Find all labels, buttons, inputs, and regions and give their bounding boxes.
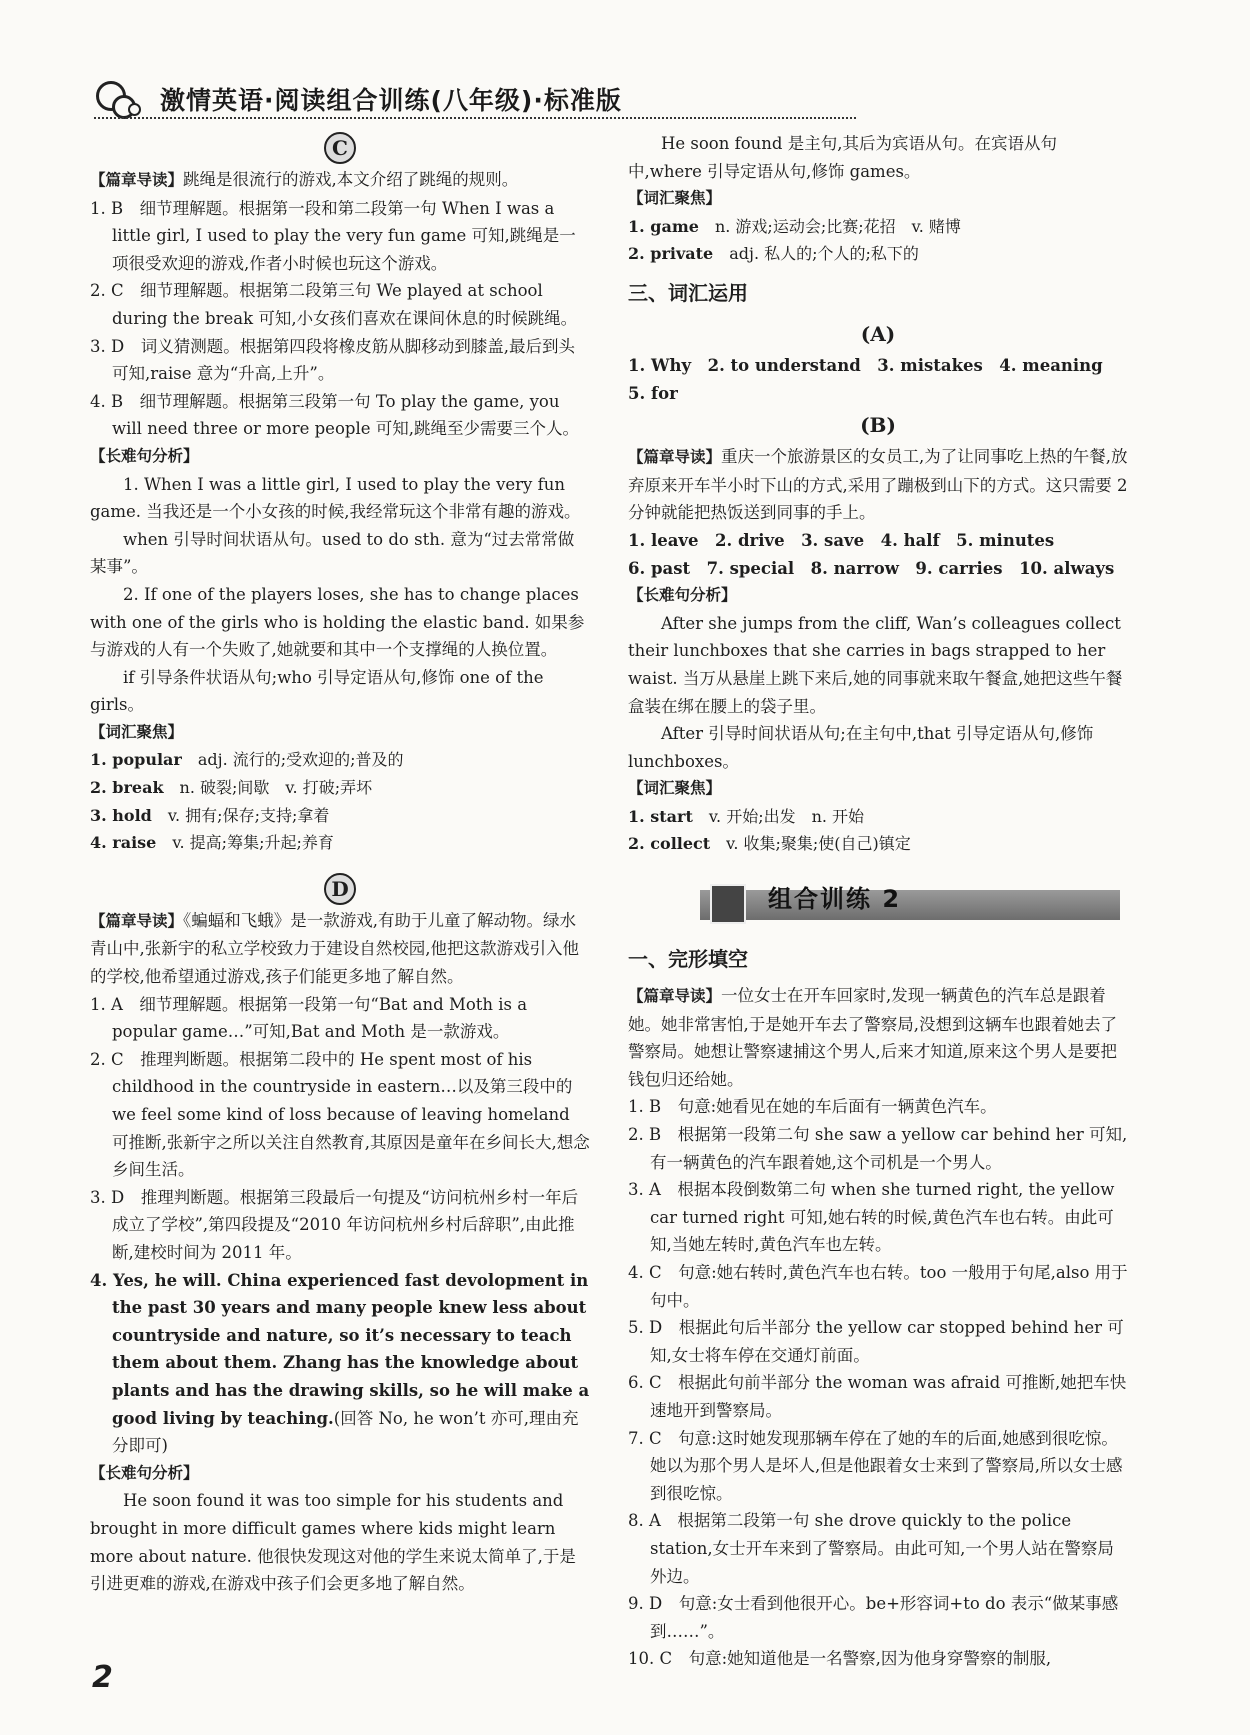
cloze-intro: 【篇章导读】一位女士在开车回家时,发现一辆黄色的汽车总是跟着她。她非常害怕,于是她开车去了警察局,没想到这辆车也跟着她去了警察局。她想让警察逮捕这个男人,后来才知道,原来这个男人是要把钱包归还给她。	[628, 986, 1117, 1089]
answer-item: 9. D 句意:女士看到他很开心。be+形容词+to do 表示“做某事感到……”。	[628, 1594, 1119, 1641]
sentence-note: He soon found 是主句,其后为宾语从句。在宾语从句中,where 引导定语从句,修饰 games。	[628, 134, 1057, 181]
answer-item: 4. C 句意:她右转时,黄色汽车也右转。too 一般用于句尾,also 用于句中。	[628, 1263, 1128, 1310]
answer-item: 2. B 根据第一段第二句 she saw a yellow car behind her 可知,有一辆黄色的汽车跟着她,这个司机是一个男人。	[628, 1125, 1128, 1172]
left-column	[90, 130, 590, 1598]
vocab-item: 3. hold v. 拥有;保存;支持;拿着	[90, 805, 330, 825]
section-three-title: 三、词汇运用	[628, 280, 748, 305]
answer-item: 4. Yes, he will. China experienced fast devolopment in the past 30 years and many people knew less about countryside and nature, so it’s necessary to teach them about them. Zhang has the knowledge about plants and has the drawing skills, so he will make a good living by teaching.(回答 No, he won’t 亦可,理由充分即可)	[90, 1270, 590, 1456]
answer-item: 5. D 根据此句后半部分 the yellow car stopped behind her 可知,女士将车停在交通灯前面。	[628, 1318, 1124, 1365]
answer-item: 6. C 根据此句前半部分 the woman was afraid 可推断,她把车快速地开到警察局。	[628, 1373, 1127, 1420]
sentence-item: 1. When I was a little girl, I used to play the very fun game. 当我还是一个小女孩的时候,我经常玩这个非常有趣的游戏。	[90, 474, 581, 522]
sentence-note: After 引导时间状语从句;在主句中,that 引导定语从句,修饰 lunchboxes。	[628, 724, 1094, 771]
vocab-item: 2. break n. 破裂;间歇 v. 打破;弄坏	[90, 778, 373, 798]
vocab-item: 1. popular adj. 流行的;受欢迎的;普及的	[90, 750, 404, 770]
vocab-item: 1. start v. 开始;出发 n. 开始	[628, 806, 865, 826]
vocab-heading: 【词汇聚焦】	[90, 722, 184, 741]
answer-item: 3. D 推理判断题。根据第三段最后一句提及“访问杭州乡村一年后成立了学校”,第四段提及“2010 年访问杭州乡村后辞职”,由此推断,建校时间为 2011 年。	[90, 1187, 579, 1262]
book-icon	[710, 884, 746, 924]
part-a-answers: 1. Why 2. to understand 3. mistakes 4. meaning 5. for	[628, 355, 1120, 403]
page-number: 2	[92, 1660, 113, 1695]
passage-d-intro: 【篇章导读】《蝙蝠和飞蛾》是一款游戏,有助于儿童了解动物。绿水青山中,张新宇的私立学校致力于建设自然校园,他把这款游戏引入他的学校,他希望通过游戏,孩子们能更多地了解自然。	[90, 910, 579, 987]
section-banner	[700, 884, 1120, 924]
answer-item: 2. C 推理判断题。根据第二段中的 He spent most of his childhood in the countryside in eastern…以及第三段中的 we feel some kind of loss because of leaving homeland 可推断,张新宇之所以关注自然教育,其原因是童年在乡间长大,想念乡间生活。	[90, 1049, 590, 1180]
answer-item: 3. D 词义猜测题。根据第四段将橡皮筋从脚移动到膝盖,最后到头可知,raise 意为“升高,上升”。	[90, 336, 575, 384]
part-b-badge: (B)	[860, 413, 896, 438]
sentence-analysis-heading: 【长难句分析】	[90, 1463, 199, 1482]
header-divider	[94, 117, 856, 119]
part-b-answers: 1. leave 2. drive 3. save 4. half 5. minutes	[628, 530, 1055, 550]
part-b-intro: 【篇章导读】重庆一个旅游景区的女员工,为了让同事吃上热的午餐,放弃原来开车半小时下山的方式,采用了蹦极到山下的方式。这只需要 2 分钟就能把热饭送到同事的手上。	[628, 447, 1128, 523]
sentence-analysis-heading: 【长难句分析】	[628, 586, 737, 605]
vocab-item: 4. raise v. 提高;筹集;升起;养育	[90, 833, 334, 853]
right-column	[628, 130, 1128, 1673]
sentence-item: if 引导条件状语从句;who 引导定语从句,修饰 one of the girls。	[90, 667, 544, 715]
answer-item: 7. C 句意:这时她发现那辆车停在了她的车的后面,她感到很吃惊。她以为那个男人是坏人,但是他跟着女士来到了警察局,所以女士感到很吃惊。	[628, 1428, 1123, 1503]
banner-label: 组合训练 2	[768, 885, 902, 914]
circles-logo-icon	[94, 79, 140, 119]
vocab-item: 1. game n. 游戏;运动会;比赛;花招 v. 赌博	[628, 216, 961, 236]
answer-item: 1. A 细节理解题。根据第一段第一句“Bat and Moth is a popular game…”可知,Bat and Moth 是一款游戏。	[90, 994, 528, 1042]
section-one-title: 一、完形填空	[628, 947, 748, 972]
answer-item: 10. C 句意:她知道他是一名警察,因为他身穿警察的制服,	[628, 1649, 1052, 1669]
answer-item: 8. A 根据第二段第一句 she drove quickly to the police station,女士开车来到了警察局。由此可知,一个男人站在警察局外边。	[628, 1511, 1114, 1586]
passage-d-badge: D	[90, 871, 590, 907]
answer-item: 1. B 句意:她看见在她的车后面有一辆黄色汽车。	[628, 1097, 997, 1117]
passage-c-badge: C	[90, 130, 590, 166]
answer-item: 2. C 细节理解题。根据第二段第三句 We played at school during the break 可知,小女孩们喜欢在课间休息的时候跳绳。	[90, 281, 578, 328]
sentence-item: He soon found it was too simple for his students and brought in more difficult games where kids might learn more about nature. 他很快发现这对他的学生来说太简单了,于是引进更难的游戏,在游戏中孩子们会更多地了解自然。	[90, 1491, 576, 1594]
sentence-item: 2. If one of the players loses, she has to change places with one of the girls who is holding the elastic band. 如果参与游戏的人有一个失败了,她就要和其中一个支撑绳的人换位置。	[90, 584, 585, 660]
answer-item: 3. A 根据本段倒数第二句 when she turned right, the yellow car turned right 可知,她右转的时候,黄色汽车也右转。由此可知,当她左转时,黄色汽车也左转。	[628, 1180, 1115, 1255]
sentence-item: After she jumps from the cliff, Wan’s colleagues collect their lunchboxes that she carries in bags strapped to her waist. 当万从悬崖上跳下来后,她的同事就来取午餐盒,她把这些午餐盒装在绑在腰上的袋子里。	[628, 613, 1123, 716]
vocab-heading: 【词汇聚焦】	[628, 779, 722, 798]
part-b-answers: 6. past 7. special 8. narrow 9. carries 10. always	[628, 558, 1115, 578]
answer-item: 1. B 细节理解题。根据第一段和第二段第一句 When I was a little girl, I used to play the very fun game 可知,跳绳是一项很受欢迎的游戏,作者小时候也玩这个游戏。	[90, 198, 576, 273]
sentence-analysis-heading: 【长难句分析】	[90, 446, 199, 465]
vocab-item: 2. collect v. 收集;聚集;使(自己)镇定	[628, 834, 911, 854]
book-title: 激情英语·阅读组合训练(八年级)·标准版	[160, 86, 622, 115]
vocab-item: 2. private adj. 私人的;个人的;私下的	[628, 244, 919, 264]
answer-item: 4. B 细节理解题。根据第三段第一句 To play the game, you will need three or more people 可知,跳绳至少需要三个人。	[90, 391, 579, 439]
passage-c-intro: 【篇章导读】跳绳是很流行的游戏,本文介绍了跳绳的规则。	[90, 170, 519, 189]
part-a-badge: (A)	[860, 321, 896, 346]
vocab-heading: 【词汇聚焦】	[628, 189, 722, 208]
sentence-item: when 引导时间状语从句。used to do sth. 意为“过去常常做某事”。	[90, 529, 575, 577]
